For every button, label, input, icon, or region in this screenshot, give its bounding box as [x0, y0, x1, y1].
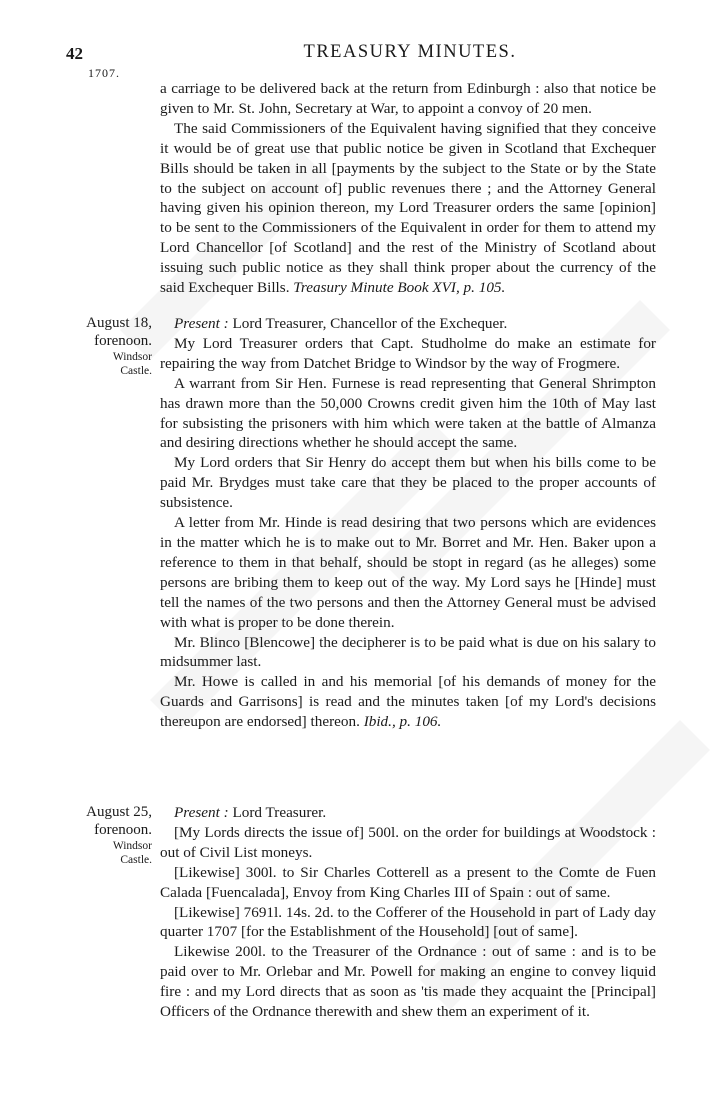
margin-note-date — [56, 314, 152, 378]
minute-entry — [160, 314, 656, 732]
present-label: Present : — [174, 804, 229, 821]
citation: Treasury Minute Book XVI, p. 105. — [293, 279, 506, 297]
paragraph: Mr. Blinco [Blencowe] the decipherer is to be paid what is due on his salary to midsummer last. — [160, 633, 656, 671]
margin-place: Castle. — [120, 854, 152, 866]
minute-entry — [160, 803, 656, 1022]
entry-continuation — [160, 79, 656, 298]
paragraph: a carriage to be delivered back at the return from Edinburgh : also that notice be given to Mr. St. John, Secretary at War, to appoint a convoy of 20 men. — [160, 80, 656, 117]
present-text: Lord Treasurer, Chancellor of the Exchequer. — [232, 315, 508, 332]
paragraph — [160, 672, 656, 732]
margin-place: Windsor — [112, 351, 152, 363]
present-line — [160, 314, 656, 334]
paragraph: Likewise 200l. to the Treasurer of the Ordnance : out of same : and is to be paid over to Mr. Orlebar and Mr. Powell for making an engine to convey liquid fire : and my Lord directs that as soon as 'tis made they acquaint the [Principal] Officers of the Ordnance therewith and shew them an experiment of it. — [160, 943, 656, 1021]
present-line — [160, 803, 656, 823]
margin-time: forenoon. — [94, 333, 152, 349]
margin-place: Windsor — [112, 840, 152, 852]
margin-date: August 25, — [86, 804, 152, 820]
paragraph: [Likewise] 7691l. 14s. 2d. to the Cofferer of the Household in part of Lady day quarter 1707 [for the Establishment of the Household] [out of same]. — [160, 903, 656, 941]
paragraph-text: The said Commissioners of the Equivalent having signified that they conceive it would be of great use that public notice be given in Scotland that Exchequer Bills should be taken in all [payments by the subject to the State or by the State to the subject on account of] public revenues there ; and the Attorney General having given his opinion thereon, my Lord Treasurer orders the same [opinion] to be sent to the Commissioners of the Equivalent in order for them to attend my Lord Chancellor [of Scotland] and the rest of the Ministry of Scotland about issuing such public notice as they shall think proper about the currency of the said Exchequer Bills. — [160, 119, 656, 297]
paragraph: [My Lords directs the issue of] 500l. on the order for buildings at Woodstock : out of Civil List moneys. — [160, 823, 656, 861]
paragraph: My Lord Treasurer orders that Capt. Studholme do make an estimate for repairing the way from Datchet Bridge to Windsor by the way of Frogmere. — [160, 334, 656, 372]
margin-note-date — [56, 803, 152, 867]
running-title: TREASURY MINUTES. — [303, 42, 517, 62]
paragraph: [Likewise] 300l. to Sir Charles Cotterell as a present to the Comte de Fuen Calada [Fuencalada], Envoy from King Charles III of Spain : out of same. — [160, 863, 656, 901]
paragraph: A letter from Mr. Hinde is read desiring that two persons which are evidences in the matter which he is to make out to Mr. Borret and Mr. Hen. Baker upon a reference to them in that behalf, should be stopt in regard (as he alleges) some persons are bribing them to keep out of the way. My Lord says he [Hinde] must tell the names of the two persons and then the Attorney General must be advised with what is proper to be done therein. — [160, 514, 656, 631]
margin-place: Castle. — [120, 365, 152, 377]
margin-time: forenoon. — [94, 822, 152, 838]
page-number: 42 — [66, 44, 83, 63]
paragraph-text: Mr. Howe is called in and his memorial [of his demands of money for the Guards and Garrisons] is read and the minutes taken [of my Lord's decisions thereupon are endorsed] thereon. — [160, 673, 656, 731]
paragraph — [160, 119, 656, 298]
paragraph: A warrant from Sir Hen. Furnese is read representing that General Shrimpton has drawn more than the 50,000 Crowns credit given him the 10th of May last for subsisting the prisoners with him which were taken at the battle of Almanza and desiring directions whether he should accept the same. — [160, 374, 656, 452]
paragraph: My Lord orders that Sir Henry do accept them but when his bills come to be paid Mr. Brydges must take care that they be placed to the proper accounts of subsistence. — [160, 454, 656, 512]
margin-date: August 18, — [86, 315, 152, 331]
present-text: Lord Treasurer. — [232, 804, 327, 821]
margin-year: 1707. — [88, 66, 120, 80]
present-label: Present : — [174, 315, 229, 332]
citation: Ibid., p. 106. — [363, 713, 442, 731]
